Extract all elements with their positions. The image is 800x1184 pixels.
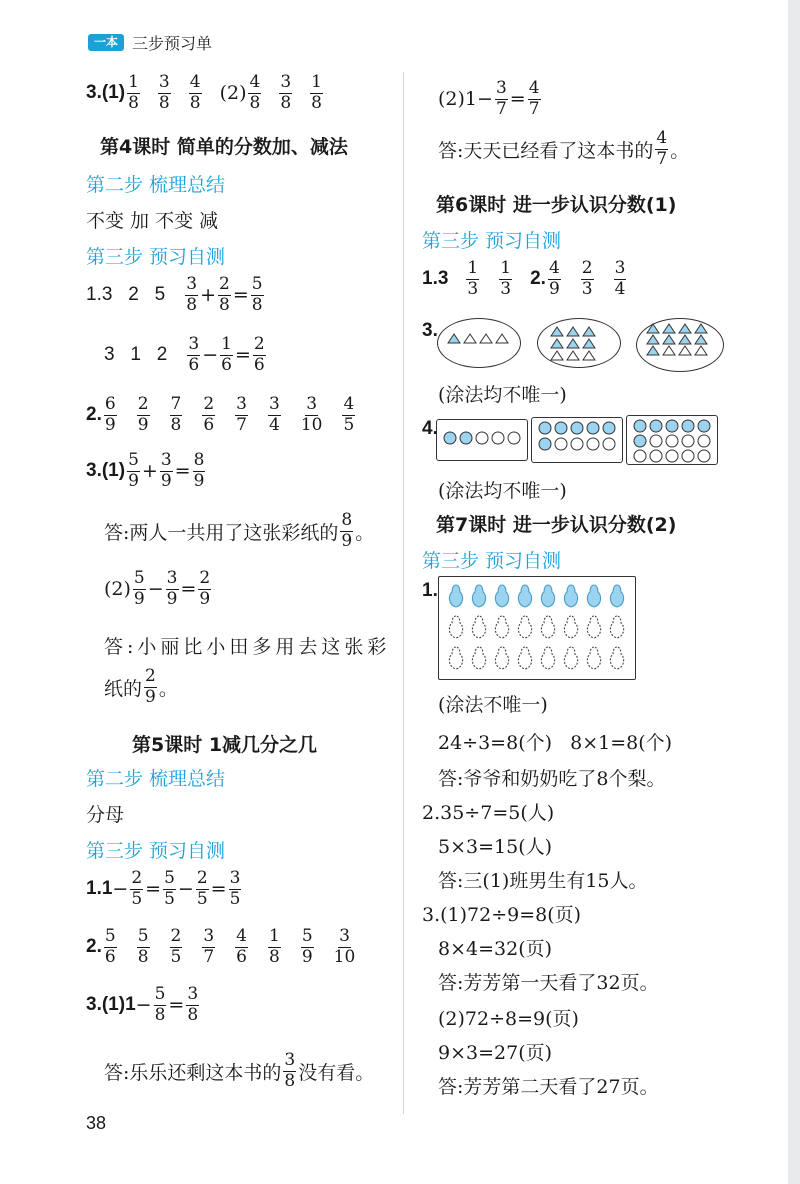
pear-icon bbox=[583, 645, 605, 671]
lesson5-title: 第5课时 1减几分之几 bbox=[132, 734, 318, 756]
fraction: $\frac{5}{6}$ bbox=[104, 926, 116, 967]
fraction: $\frac{2}{6}$ bbox=[253, 334, 265, 375]
fraction: $\frac{2}{6}$ bbox=[203, 394, 215, 435]
circle bbox=[475, 431, 489, 445]
lesson7-q1-label: 1. bbox=[422, 580, 438, 601]
triangle-set-1 bbox=[437, 318, 521, 368]
lesson5-q2-fractions: 2. $\frac{5}{6}$ $\frac{5}{8}$ $\frac{2}{5}$ $\frac{3}{7}$ $\frac{4}{6}$ $\frac{1}{8}$ $\frac{5}{9}$ $\frac{3}{10}$ bbox=[86, 926, 356, 967]
fraction: $\frac{2}{5}$ bbox=[131, 868, 143, 909]
lesson7-q1-answer: 答:爷爷和奶奶吃了8个梨。 bbox=[438, 768, 666, 790]
triangle bbox=[566, 350, 580, 361]
lesson6-q3-label: 3. bbox=[422, 320, 438, 341]
lesson4-q3b-equation: (2) $\frac{5}{9}$ − $\frac{3}{9}$ = $\frac{2}{9}$ bbox=[104, 568, 211, 609]
circle bbox=[649, 449, 663, 463]
shaded-triangle bbox=[566, 338, 580, 349]
fraction: $\frac{5}{9}$ bbox=[128, 450, 139, 491]
lesson5-q1-equation: 1.1 − $\frac{2}{5}$ = $\frac{5}{5}$ − $\frac{2}{5}$ = $\frac{3}{5}$ bbox=[86, 868, 241, 909]
fraction: $\frac{5}{8}$ bbox=[154, 984, 166, 1025]
lesson4-step2-text: 不变 加 不变 减 bbox=[86, 210, 219, 232]
right-top-answer: 答:天天已经看了这本书的 $\frac{4}{7}$ 。 bbox=[438, 128, 690, 169]
lesson5-step2-heading: 第二步 梳理总结 bbox=[86, 768, 226, 790]
shaded-pear-icon bbox=[583, 583, 605, 609]
pear-icon bbox=[583, 614, 605, 640]
lesson7-step3-heading: 第三步 预习自测 bbox=[422, 550, 562, 572]
shaded-triangle bbox=[646, 334, 660, 345]
lesson4-step2-heading: 第二步 梳理总结 bbox=[86, 174, 226, 196]
lesson6-q4-label: 4. bbox=[422, 418, 438, 439]
triangle bbox=[550, 350, 564, 361]
circle-set-1 bbox=[436, 419, 528, 461]
fraction: $\frac{3}{4}$ bbox=[614, 258, 626, 299]
shaded-circle bbox=[649, 419, 663, 433]
fraction: $\frac{4}{7}$ bbox=[528, 78, 540, 119]
circle bbox=[602, 437, 616, 451]
lesson7-q2-calc2: 5×3=15(人) bbox=[438, 836, 553, 858]
circle bbox=[554, 437, 568, 451]
triangle bbox=[694, 345, 708, 356]
triangle bbox=[495, 333, 509, 344]
fraction: $\frac{3}{8}$ bbox=[284, 1050, 296, 1091]
shaded-triangle bbox=[662, 334, 676, 345]
shaded-triangle bbox=[447, 333, 461, 344]
fraction: $\frac{2}{9}$ bbox=[137, 394, 149, 435]
fraction: $\frac{3}{8}$ bbox=[187, 984, 199, 1025]
circle-set-2 bbox=[531, 417, 623, 463]
fraction: $\frac{3}{6}$ bbox=[188, 334, 200, 375]
shaded-circle bbox=[633, 434, 647, 448]
lesson4-q1-line2: 3 1 2 $\frac{3}{6}$ − $\frac{1}{6}$ = $\frac{2}{6}$ bbox=[104, 334, 265, 375]
page-number: 38 bbox=[86, 1113, 107, 1133]
shaded-circle bbox=[554, 421, 568, 435]
shaded-circle bbox=[586, 421, 600, 435]
shaded-triangle bbox=[662, 323, 676, 334]
fraction: $\frac{3}{10}$ bbox=[300, 394, 323, 435]
fraction: $\frac{2}{8}$ bbox=[218, 274, 230, 315]
lesson4-q3-equation: 3.(1) $\frac{5}{9}$ + $\frac{3}{9}$ = $\frac{8}{9}$ bbox=[86, 450, 205, 491]
shaded-pear-icon bbox=[468, 583, 490, 609]
fraction: $\frac{6}{9}$ bbox=[104, 394, 116, 435]
fraction: $\frac{1}{8}$ bbox=[128, 72, 139, 113]
fraction: $\frac{4}{5}$ bbox=[343, 394, 355, 435]
fraction: $\frac{2}{5}$ bbox=[170, 926, 182, 967]
circle bbox=[697, 449, 711, 463]
page-edge bbox=[788, 0, 800, 1184]
shaded-pear-icon bbox=[491, 583, 513, 609]
shaded-circle bbox=[459, 431, 473, 445]
pear-icon bbox=[560, 645, 582, 671]
pear-icon bbox=[537, 645, 559, 671]
lesson4-q3b-answer-line2: 纸的 $\frac{2}{9}$ 。 bbox=[104, 666, 178, 707]
pear-grid bbox=[438, 576, 636, 680]
lesson6-q3-note: (涂法均不唯一) bbox=[438, 384, 567, 406]
shaded-circle bbox=[633, 419, 647, 433]
fraction: $\frac{3}{9}$ bbox=[160, 450, 172, 491]
shaded-triangle bbox=[550, 338, 564, 349]
lesson7-q3-calc2: 8×4=32(页) bbox=[438, 938, 553, 960]
triangle-set-2 bbox=[537, 318, 621, 368]
question-label: 3.(1) bbox=[86, 82, 126, 104]
lesson7-q2-calc1: 2.35÷7=5(人) bbox=[422, 802, 555, 824]
circle bbox=[633, 449, 647, 463]
lesson7-q3-calc3: (2)72÷8=9(页) bbox=[438, 1008, 579, 1030]
lesson4-title: 第4课时 简单的分数加、减法 bbox=[100, 136, 348, 158]
fraction: $\frac{3}{8}$ bbox=[186, 274, 198, 315]
fraction: $\frac{8}{9}$ bbox=[193, 450, 205, 491]
shaded-pear-icon bbox=[606, 583, 628, 609]
right-top-equation: (2)1 − $\frac{3}{7}$ = $\frac{4}{7}$ bbox=[438, 78, 540, 119]
circle bbox=[507, 431, 521, 445]
pear-icon bbox=[514, 614, 536, 640]
lesson5-step3-heading: 第三步 预习自测 bbox=[86, 840, 226, 862]
shaded-circle bbox=[665, 419, 679, 433]
fraction: $\frac{3}{7}$ bbox=[495, 78, 507, 119]
circle bbox=[681, 434, 695, 448]
circle bbox=[665, 449, 679, 463]
triangle bbox=[678, 345, 692, 356]
lesson4-step3-heading: 第三步 预习自测 bbox=[86, 246, 226, 268]
fraction: $\frac{4}{8}$ bbox=[249, 72, 261, 113]
lesson4-q3-answer: 答:两人一共用了这张彩纸的 $\frac{8}{9}$ 。 bbox=[104, 510, 375, 551]
shaded-triangle bbox=[694, 334, 708, 345]
lesson7-q3-answer1: 答:芳芳第一天看了32页。 bbox=[438, 972, 659, 994]
circle bbox=[570, 437, 584, 451]
fraction: $\frac{1}{3}$ bbox=[467, 258, 479, 299]
lesson5-step2-text: 分母 bbox=[86, 804, 125, 826]
lesson4-q2-fractions: 2. $\frac{6}{9}$ $\frac{2}{9}$ $\frac{7}{8}$ $\frac{2}{6}$ $\frac{3}{7}$ $\frac{3}{4}$ $\frac{3}{10}$ $\frac{4}{5}$ bbox=[86, 394, 355, 435]
shaded-triangle bbox=[582, 326, 596, 337]
shaded-triangle bbox=[550, 326, 564, 337]
lesson7-title: 第7课时 进一步认识分数(2) bbox=[436, 514, 677, 536]
sub-question-label: (2) bbox=[219, 82, 247, 105]
fraction: $\frac{4}{8}$ bbox=[189, 72, 201, 113]
lesson4-q1-line1: 1.3 2 5 $\frac{3}{8}$ + $\frac{2}{8}$ = $\frac{5}{8}$ bbox=[86, 274, 263, 315]
fraction: $\frac{5}{8}$ bbox=[251, 274, 263, 315]
fraction: $\frac{2}{9}$ bbox=[145, 666, 156, 707]
fraction: $\frac{2}{5}$ bbox=[196, 868, 208, 909]
lesson6-q1-q2: 1.3 $\frac{1}{3}$ $\frac{1}{3}$ 2. $\frac{4}{9}$ $\frac{2}{3}$ $\frac{3}{4}$ bbox=[422, 258, 626, 299]
shaded-triangle bbox=[678, 323, 692, 334]
circle-set-3 bbox=[626, 415, 718, 465]
header-title: 三步预习单 bbox=[132, 34, 213, 53]
circle bbox=[491, 431, 505, 445]
fraction: $\frac{5}{8}$ bbox=[137, 926, 149, 967]
fraction: $\frac{1}{3}$ bbox=[500, 258, 512, 299]
circle bbox=[697, 434, 711, 448]
pear-icon bbox=[468, 614, 490, 640]
shaded-circle bbox=[602, 421, 616, 435]
pear-icon bbox=[491, 614, 513, 640]
circle bbox=[649, 434, 663, 448]
circle bbox=[586, 437, 600, 451]
lesson6-title: 第6课时 进一步认识分数(1) bbox=[436, 194, 677, 216]
fraction: $\frac{4}{6}$ bbox=[236, 926, 247, 967]
fraction: $\frac{3}{5}$ bbox=[229, 868, 241, 909]
fraction: $\frac{3}{4}$ bbox=[269, 394, 280, 435]
lesson7-q1-calc: 24÷3=8(个) 8×1=8(个) bbox=[438, 732, 673, 754]
pear-icon bbox=[491, 645, 513, 671]
shaded-circle bbox=[697, 419, 711, 433]
shaded-circle bbox=[443, 431, 457, 445]
lesson7-q3-answer2: 答:芳芳第二天看了27页。 bbox=[438, 1076, 659, 1098]
shaded-triangle bbox=[646, 323, 660, 334]
shaded-circle bbox=[681, 419, 695, 433]
lesson5-q3-equation: 3.(1)1 − $\frac{5}{8}$ = $\frac{3}{8}$ bbox=[86, 984, 199, 1025]
pear-icon bbox=[560, 614, 582, 640]
pear-icon bbox=[445, 614, 467, 640]
circle bbox=[665, 434, 679, 448]
shaded-triangle bbox=[582, 338, 596, 349]
fraction: $\frac{7}{8}$ bbox=[170, 394, 182, 435]
fraction: $\frac{1}{8}$ bbox=[311, 72, 322, 113]
fraction: $\frac{3}{7}$ bbox=[236, 394, 247, 435]
fraction: $\frac{4}{9}$ bbox=[548, 258, 560, 299]
pear-icon bbox=[445, 645, 467, 671]
triangle-set-3 bbox=[636, 318, 724, 372]
shaded-triangle bbox=[678, 334, 692, 345]
fraction: $\frac{2}{9}$ bbox=[199, 568, 211, 609]
pear-icon bbox=[537, 614, 559, 640]
lesson7-q1-note: (涂法不唯一) bbox=[438, 694, 548, 716]
circle bbox=[681, 449, 695, 463]
fraction: $\frac{5}{5}$ bbox=[164, 868, 175, 909]
shaded-circle bbox=[538, 421, 552, 435]
fraction: $\frac{3}{9}$ bbox=[166, 568, 178, 609]
lesson4-q3b-answer-line1: 答:小丽比小田多用去这张彩 bbox=[104, 636, 391, 658]
fraction: $\frac{4}{7}$ bbox=[656, 128, 668, 169]
fraction: $\frac{5}{9}$ bbox=[133, 568, 145, 609]
fraction: $\frac{5}{9}$ bbox=[301, 926, 313, 967]
lesson7-q3-calc4: 9×3=27(页) bbox=[438, 1042, 553, 1064]
triangle bbox=[662, 345, 676, 356]
lesson6-step3-heading: 第三步 预习自测 bbox=[422, 230, 562, 252]
pear-icon bbox=[606, 645, 628, 671]
left-q3-fractions bbox=[86, 74, 325, 113]
shaded-pear-icon bbox=[560, 583, 582, 609]
fraction: $\frac{1}{6}$ bbox=[221, 334, 232, 375]
shaded-circle bbox=[570, 421, 584, 435]
column-divider bbox=[403, 72, 404, 1114]
pear-icon bbox=[514, 645, 536, 671]
shaded-circle bbox=[538, 437, 552, 451]
shaded-pear-icon bbox=[537, 583, 559, 609]
fraction: $\frac{3}{7}$ bbox=[203, 926, 215, 967]
shaded-triangle bbox=[646, 345, 660, 356]
fraction: $\frac{2}{3}$ bbox=[581, 258, 593, 299]
fraction: $\frac{1}{8}$ bbox=[269, 926, 280, 967]
triangle bbox=[463, 333, 477, 344]
lesson7-q2-answer: 答:三(1)班男生有15人。 bbox=[438, 870, 648, 892]
pear-icon bbox=[606, 614, 628, 640]
shaded-triangle bbox=[694, 323, 708, 334]
lesson6-q4-note: (涂法均不唯一) bbox=[438, 480, 567, 502]
shaded-pear-icon bbox=[445, 583, 467, 609]
shaded-triangle bbox=[566, 326, 580, 337]
pear-icon bbox=[468, 645, 490, 671]
lesson7-q3-calc1: 3.(1)72÷9=8(页) bbox=[422, 904, 582, 926]
triangle bbox=[479, 333, 493, 344]
lesson5-q3-answer: 答:乐乐还剩这本书的 $\frac{3}{8}$ 没有看。 bbox=[104, 1050, 375, 1091]
shaded-pear-icon bbox=[514, 583, 536, 609]
fraction: $\frac{8}{9}$ bbox=[341, 510, 353, 551]
fraction: $\frac{3}{8}$ bbox=[280, 72, 292, 113]
triangle bbox=[582, 350, 596, 361]
brand-logo: 一本 bbox=[88, 34, 124, 51]
fraction: $\frac{3}{10}$ bbox=[333, 926, 356, 967]
fraction: $\frac{3}{8}$ bbox=[158, 72, 170, 113]
